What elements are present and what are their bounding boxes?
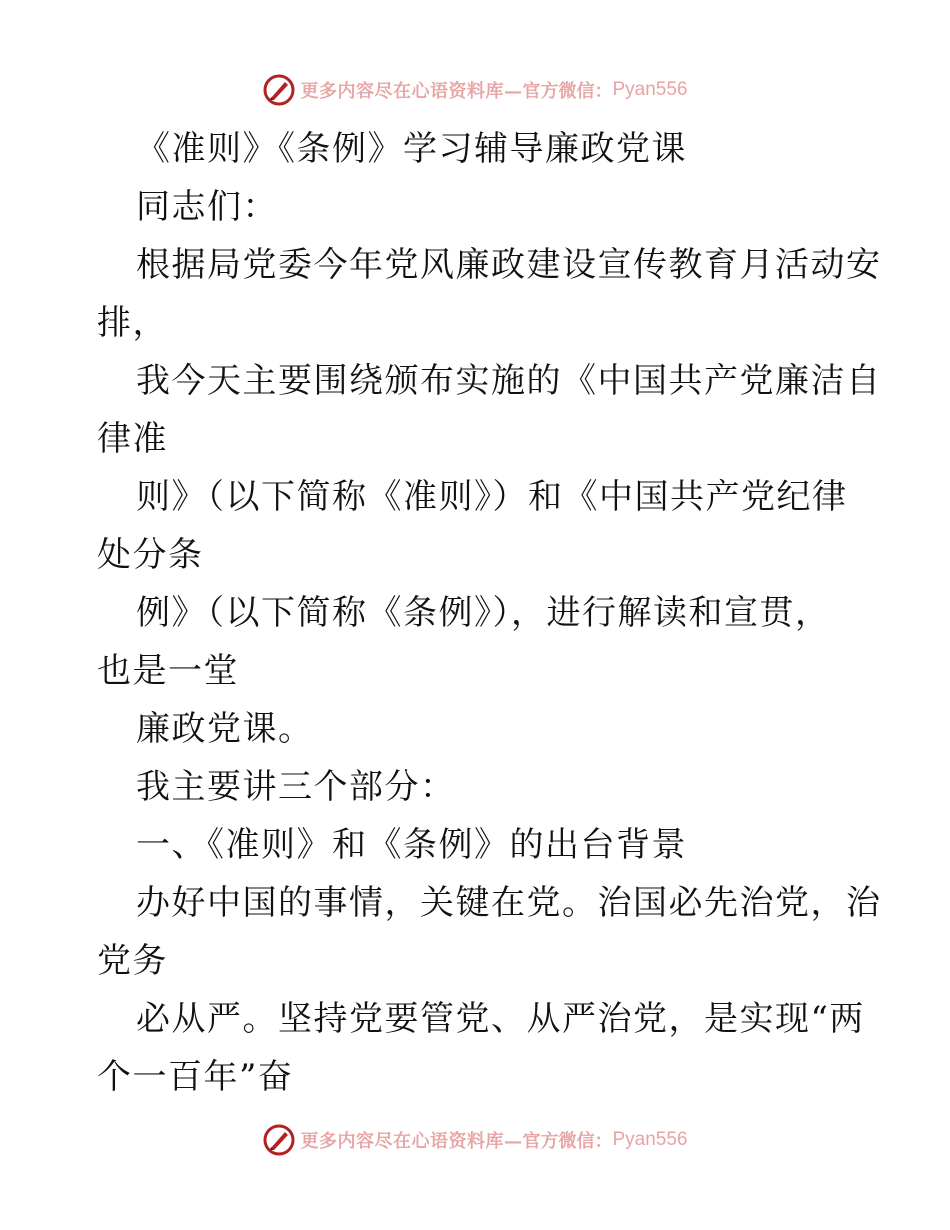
text-line: 排，: [97, 303, 168, 343]
text-line: 廉政党课。: [136, 709, 314, 749]
banner-text: 更多内容尽在心语资料库—: [300, 1131, 523, 1152]
banner-wechat-id: Pyan556: [612, 1129, 688, 1150]
header-banner: [0, 70, 950, 110]
text-line: 则》（以下简称《准则》）和《中国共产党纪律: [136, 477, 848, 517]
footer-banner: [0, 1120, 950, 1160]
text-line: 办好中国的事情，关键在党。治国必先治党，治: [136, 883, 882, 923]
text-line: 根据局党委今年党风廉政建设宣传教育月活动安: [136, 245, 882, 285]
text-line: 一、《准则》和《条例》的出台背景: [136, 825, 687, 865]
text-line: 例》（以下简称《条例》），进行解读和宣贯，: [136, 593, 831, 633]
text-line: 个一百年”奋: [97, 1057, 294, 1097]
text-line: 律准: [97, 419, 168, 459]
text-line: 《准则》《条例》学习辅导廉政党课: [136, 129, 687, 169]
text-line: 同志们：: [136, 187, 278, 227]
banner-wechat-label: 官方微信：: [522, 81, 613, 102]
text-line: 也是一堂: [97, 651, 239, 691]
text-line: 我今天主要围绕颁布实施的《中国共产党廉洁自: [136, 361, 882, 401]
text-line: 党务: [97, 941, 168, 981]
text-line: 处分条: [97, 535, 204, 575]
text-line: 必从严。坚持党要管党、从严治党，是实现“两: [136, 999, 865, 1039]
quill-logo-icon: [262, 73, 296, 107]
banner-wechat-id: Pyan556: [612, 79, 688, 100]
text-line: 我主要讲三个部分：: [136, 767, 456, 807]
banner-wechat-label: 官方微信：: [522, 1131, 613, 1152]
quill-logo-icon: [262, 1123, 296, 1157]
banner-text: 更多内容尽在心语资料库—: [300, 81, 523, 102]
